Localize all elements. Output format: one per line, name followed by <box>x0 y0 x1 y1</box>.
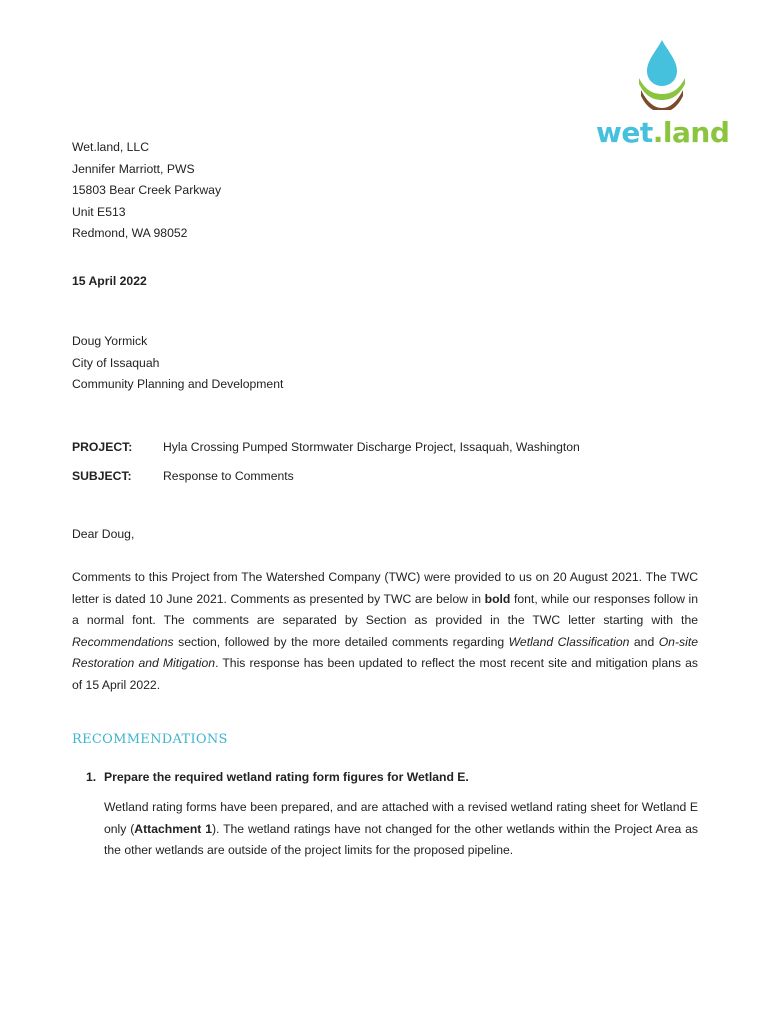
company-logo <box>596 38 728 148</box>
recipient-line: City of Issaquah <box>72 355 160 370</box>
project-value: Hyla Crossing Pumped Stormwater Discharge Project, Issaquah, Washington <box>163 440 580 454</box>
recipient-line: Doug Yormick <box>72 334 148 348</box>
list-item-number: 1. <box>86 770 97 784</box>
sender-line: Unit E513 <box>72 204 126 219</box>
water-drop-icon <box>635 38 689 110</box>
sender-line: 15803 Bear Creek Parkway <box>72 183 222 197</box>
salutation: Dear Doug, <box>72 527 135 541</box>
section-heading: RECOMMENDATIONS <box>72 732 228 747</box>
sender-line: Redmond, WA 98052 <box>72 226 188 240</box>
sender-address <box>72 137 221 245</box>
logo-wordmark: wet.land <box>596 116 730 149</box>
letter-date: 15 April 2022 <box>72 274 147 288</box>
intro-paragraph: Comments to this Project from The Watershed Company (TWC) were provided to us on 20 August 2021. The TWC letter is dated 10 June 2021. Comments as presented by TWC are below in bold font, while our responses follow in a normal font. The comments are separated by Section as provided in the TWC letter starting with the Recommendations section, followed by the more detailed comments regarding Wetland Classification and On-site Restoration and Mitigation. This response has been updated to reflect the most recent site and mitigation plans as of 15 April 2022. <box>72 570 699 692</box>
recipient-address <box>72 331 283 396</box>
subject-label: SUBJECT: <box>72 469 132 483</box>
recipient-line: Community Planning and Development <box>72 377 284 391</box>
list-item-title: Prepare the required wetland rating form figures for Wetland E. <box>104 770 469 784</box>
project-label: PROJECT: <box>72 440 133 454</box>
subject-value: Response to Comments <box>163 469 294 483</box>
sender-line: Jennifer Marriott, PWS <box>72 161 195 176</box>
list-item-response: Wetland rating forms have been prepared, and are attached with a revised wetland rating sheet for Wetland E only (Attachment 1). The wetland ratings have not changed for the other wetlands within the Project Area as the other wetlands are outside of the project limits for the proposed pipeline. <box>104 800 698 858</box>
sender-line: Wet.land, LLC <box>72 140 150 154</box>
